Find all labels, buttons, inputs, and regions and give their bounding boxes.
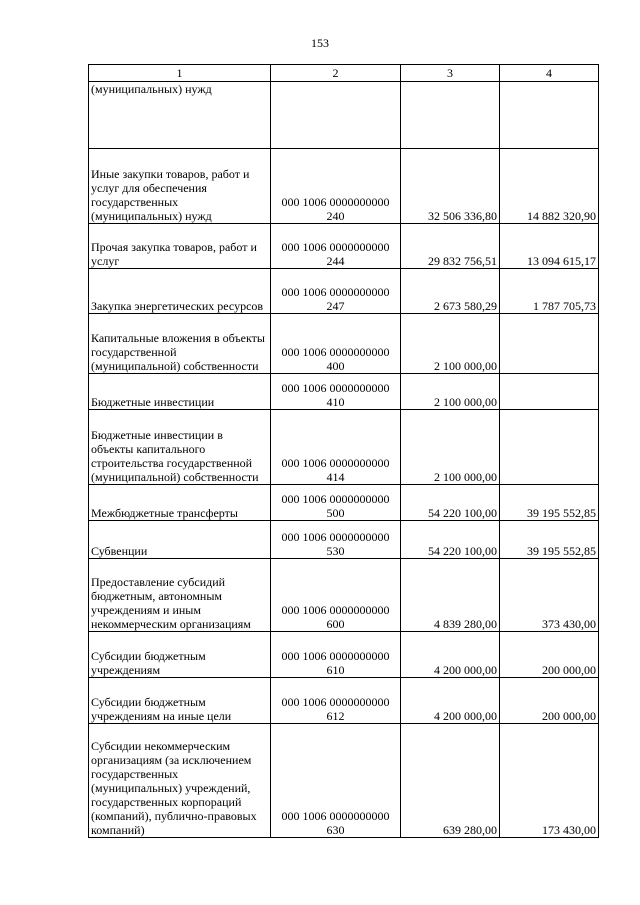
row-col4: 173 430,00 — [500, 724, 599, 838]
table-row — [89, 314, 599, 374]
row-name: Бюджетные инвестиции в объекты капитального строительства государственной (муниципальной) собственности — [89, 410, 271, 485]
budget-table — [88, 64, 599, 838]
row-code-line1: 000 1006 0000000000 — [281, 809, 390, 823]
row-col3: 54 220 100,00 — [401, 485, 500, 521]
row-code — [271, 82, 401, 149]
row-col3: 639 280,00 — [401, 724, 500, 838]
table-row — [89, 521, 599, 559]
table-row — [89, 724, 599, 838]
row-col3: 29 832 756,51 — [401, 224, 500, 269]
row-code-line2: 612 — [326, 709, 345, 723]
table-row — [89, 678, 599, 724]
column-header-4: 4 — [500, 65, 599, 82]
row-name: (муниципальных) нужд — [89, 82, 271, 149]
row-code-line1: 000 1006 0000000000 — [281, 240, 390, 254]
row-code — [271, 485, 401, 521]
row-code — [271, 724, 401, 838]
row-code-line1: 000 1006 0000000000 — [281, 381, 390, 395]
row-name: Капитальные вложения в объекты государственной (муниципальной) собственности — [89, 314, 271, 374]
page-number: 153 — [311, 36, 329, 50]
row-code — [271, 678, 401, 724]
row-code-line1: 000 1006 0000000000 — [281, 649, 390, 663]
row-code — [271, 374, 401, 410]
row-code — [271, 269, 401, 314]
row-col3: 4 200 000,00 — [401, 632, 500, 678]
row-name: Закупка энергетических ресурсов — [89, 269, 271, 314]
row-name: Прочая закупка товаров, работ и услуг — [89, 224, 271, 269]
row-col4: 39 195 552,85 — [500, 521, 599, 559]
table-row — [89, 410, 599, 485]
row-col4: 1 787 705,73 — [500, 269, 599, 314]
row-col4: 13 094 615,17 — [500, 224, 599, 269]
row-name: Иные закупки товаров, работ и услуг для обеспечения государственных (муниципальных) нужд — [89, 149, 271, 224]
row-code-line1: 000 1006 0000000000 — [281, 530, 390, 544]
row-col4: 200 000,00 — [500, 632, 599, 678]
row-name: Предоставление субсидий бюджетным, автономным учреждениям и иным некоммерческим организациям — [89, 559, 271, 632]
row-code — [271, 149, 401, 224]
table-header-row — [89, 65, 599, 82]
column-header-1: 1 — [89, 65, 271, 82]
table-row — [89, 82, 599, 149]
row-col4: 14 882 320,90 — [500, 149, 599, 224]
row-name: Субсидии бюджетным учреждениям — [89, 632, 271, 678]
table-row — [89, 632, 599, 678]
row-name: Межбюджетные трансферты — [89, 485, 271, 521]
row-col4: 200 000,00 — [500, 678, 599, 724]
row-name: Бюджетные инвестиции — [89, 374, 271, 410]
column-header-3: 3 — [401, 65, 500, 82]
row-col3 — [401, 82, 500, 149]
row-code-line1: 000 1006 0000000000 — [281, 695, 390, 709]
row-col3: 4 839 280,00 — [401, 559, 500, 632]
row-code-line2: 630 — [326, 823, 345, 837]
row-col3: 32 506 336,80 — [401, 149, 500, 224]
row-col3: 2 100 000,00 — [401, 314, 500, 374]
row-col3: 2 673 580,29 — [401, 269, 500, 314]
row-code-line2: 600 — [326, 617, 345, 631]
row-name: Субсидии некоммерческим организациям (за исключением государственных (муниципальных) учреждений, государственных корпораций (компаний), публично-правовых компаний) — [89, 724, 271, 838]
row-code-line1: 000 1006 0000000000 — [281, 492, 390, 506]
table-row — [89, 149, 599, 224]
row-code-line2: 244 — [326, 254, 345, 268]
row-code-line2: 240 — [326, 209, 345, 223]
row-code — [271, 521, 401, 559]
row-code-line2: 530 — [326, 544, 345, 558]
row-code — [271, 410, 401, 485]
row-col4 — [500, 82, 599, 149]
column-header-2: 2 — [271, 65, 401, 82]
row-name: Субвенции — [89, 521, 271, 559]
row-code-line2: 247 — [326, 299, 345, 313]
row-code-line2: 400 — [326, 359, 345, 373]
row-col3: 4 200 000,00 — [401, 678, 500, 724]
row-col3: 54 220 100,00 — [401, 521, 500, 559]
row-col4 — [500, 374, 599, 410]
row-code-line2: 414 — [326, 470, 345, 484]
table-row — [89, 485, 599, 521]
row-code — [271, 559, 401, 632]
row-code-line1: 000 1006 0000000000 — [281, 345, 390, 359]
row-code — [271, 632, 401, 678]
row-col4 — [500, 410, 599, 485]
row-code-line1: 000 1006 0000000000 — [281, 603, 390, 617]
row-col4 — [500, 314, 599, 374]
row-code — [271, 224, 401, 269]
row-col4: 39 195 552,85 — [500, 485, 599, 521]
table-row — [89, 374, 599, 410]
row-code-line1: 000 1006 0000000000 — [281, 195, 390, 209]
row-code-line1: 000 1006 0000000000 — [281, 285, 390, 299]
table-row — [89, 224, 599, 269]
row-code-line2: 410 — [326, 395, 345, 409]
row-code-line1: 000 1006 0000000000 — [281, 456, 390, 470]
table-row — [89, 269, 599, 314]
row-code-line2: 500 — [326, 506, 345, 520]
row-name: Субсидии бюджетным учреждениям на иные цели — [89, 678, 271, 724]
row-code — [271, 314, 401, 374]
row-col3: 2 100 000,00 — [401, 410, 500, 485]
row-code-line2: 610 — [326, 663, 345, 677]
row-col3: 2 100 000,00 — [401, 374, 500, 410]
table-row — [89, 559, 599, 632]
row-col4: 373 430,00 — [500, 559, 599, 632]
